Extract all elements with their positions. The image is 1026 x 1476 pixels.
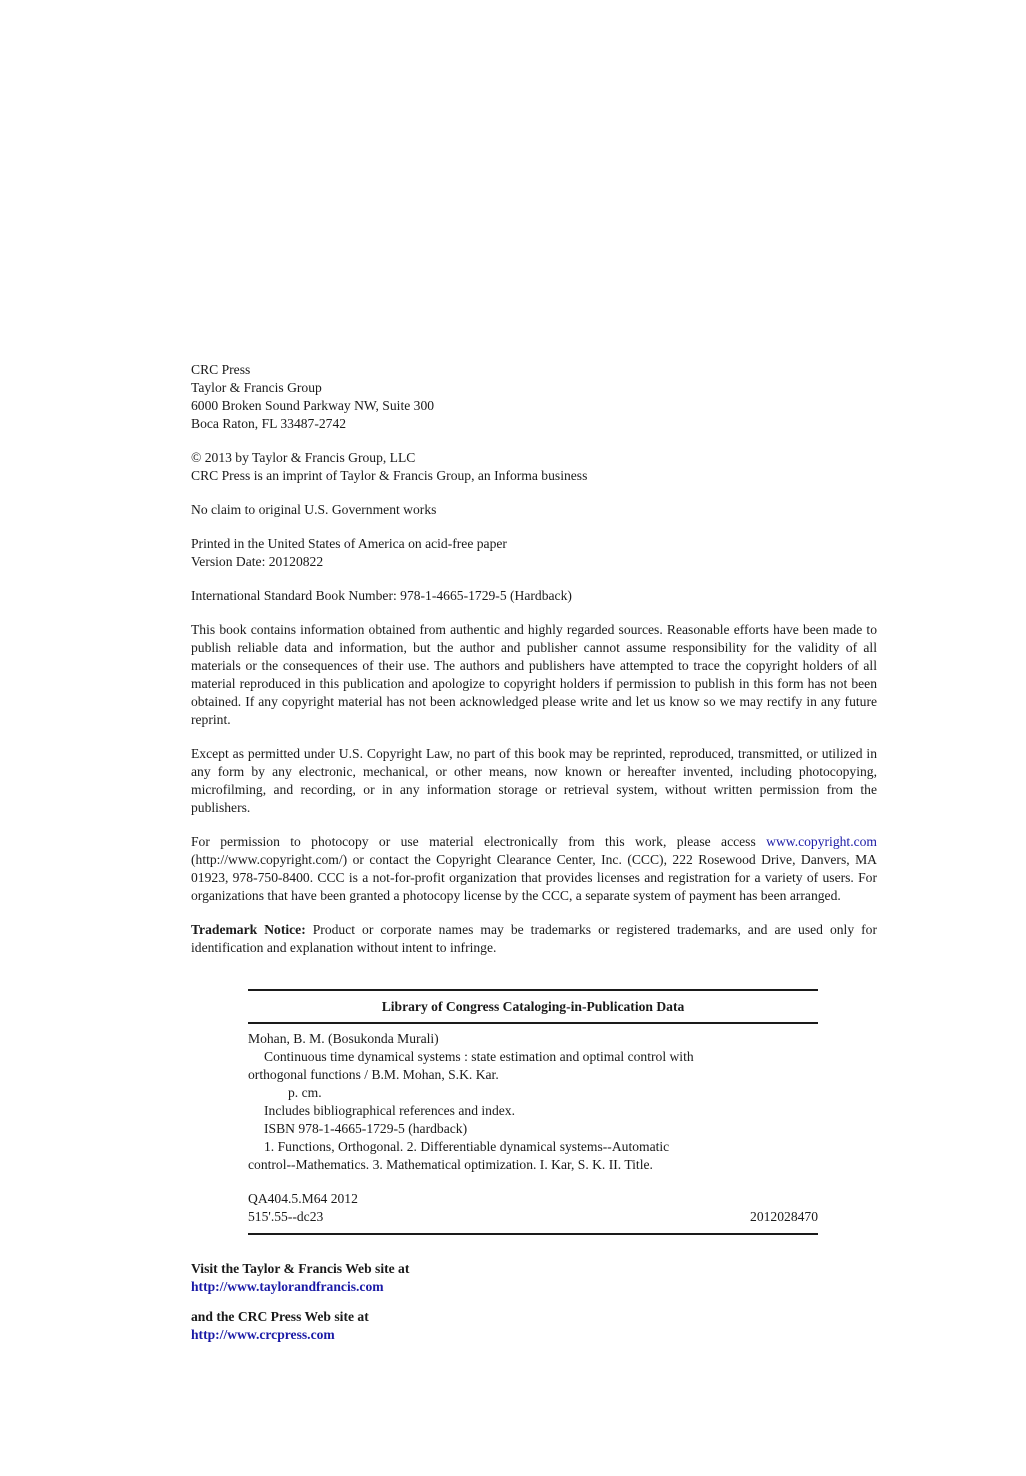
- web-sites: [191, 1260, 409, 1356]
- trademark-label: Trademark Notice:: [191, 922, 306, 937]
- cip-lccn: 2012028470: [750, 1208, 818, 1224]
- address-line: Taylor & Francis Group: [191, 380, 322, 395]
- cip-dewey: 515'.55--dc23: [248, 1208, 324, 1224]
- address-line: CRC Press: [191, 362, 251, 377]
- cip-subjects: control--Mathematics. 3. Mathematical optimization. I. Kar, S. K. II. Title.: [248, 1156, 653, 1172]
- isbn-line: International Standard Book Number: 978-1-4665-1729-5 (Hardback): [191, 588, 572, 603]
- copyright-page: [191, 361, 877, 973]
- address-line: 6000 Broken Sound Parkway NW, Suite 300: [191, 398, 435, 413]
- trademark-paragraph: [191, 921, 877, 957]
- copyright-notice: [191, 449, 877, 485]
- imprint-line: CRC Press is an imprint of Taylor & Francis Group, an Informa business: [191, 468, 588, 483]
- cip-includes: Includes bibliographical references and index.: [264, 1102, 515, 1118]
- cip-author: Mohan, B. M. (Bosukonda Murali): [248, 1030, 439, 1046]
- tf-website-label: Visit the Taylor & Francis Web site at: [191, 1261, 410, 1276]
- printing-info: [191, 535, 877, 571]
- crc-website: [191, 1308, 409, 1344]
- permission-text: (: [191, 852, 196, 867]
- crc-website-link[interactable]: http://www.crcpress.com: [191, 1327, 335, 1342]
- permission-paragraph: [191, 833, 877, 905]
- publisher-address: [191, 361, 877, 433]
- no-claim-line: No claim to original U.S. Government works: [191, 502, 437, 517]
- crc-website-label: and the CRC Press Web site at: [191, 1309, 369, 1324]
- printed-line: Printed in the United States of America on acid-free paper: [191, 536, 507, 551]
- version-date: Version Date: 20120822: [191, 554, 324, 569]
- address-line: Boca Raton, FL 33487-2742: [191, 416, 347, 431]
- no-claim: [191, 501, 877, 519]
- cip-classification-row: [248, 1208, 818, 1226]
- cip-pcm: p. cm.: [288, 1084, 322, 1100]
- divider: [248, 1233, 818, 1235]
- cip-subjects: 1. Functions, Orthogonal. 2. Differentiable dynamical systems--Automatic: [264, 1138, 670, 1154]
- copyright-law-paragraph: Except as permitted under U.S. Copyright Law, no part of this book may be reprinted, reproduced, transmitted, or utilized in any form by any electronic, mechanical, or other means, now known or hereafter invented, including photocopying, microfilming, and recording, or in any information storage or retrieval system, without written permission from the publishers.: [191, 746, 877, 815]
- sources-paragraph: This book contains information obtained from authentic and highly regarded sources. Reasonable efforts have been made to publish reliable data and information, but the author and publisher cannot assume responsibility for the validity of all materials or the consequences of their use. The authors and publishers have attempted to trace the copyright holders of all material reproduced in this publication and apologize to copyright holders if permission to publish in this form has not been obtained. If any copyright material has not been acknowledged please write and let us know so we may rectify in any future reprint.: [191, 622, 877, 727]
- tf-website: [191, 1260, 409, 1296]
- cip-title-line: orthogonal functions / B.M. Mohan, S.K. Kar.: [248, 1066, 499, 1082]
- copyright-url-link[interactable]: http://www.copyright.com/: [195, 852, 343, 867]
- cip-title: Library of Congress Cataloging-in-Publication Data: [381, 999, 685, 1014]
- copyright-com-link[interactable]: www.copyright.com: [766, 834, 877, 849]
- permission-text: ) or contact the Copyright Clearance Center, Inc. (CCC), 222 Rosewood Drive, Danvers, MA 01923, 978-750-8400. CCC is a not-for-profit organization that provides licenses and registration for a variety of users. For organizations that have been granted a photocopy license by the CCC, a separate system of payment has been arranged.: [191, 852, 877, 903]
- tf-website-link[interactable]: http://www.taylorandfrancis.com: [191, 1279, 384, 1294]
- trademark-text: Product or corporate names may be trademarks or registered trademarks, and are used only for identification and explanation without intent to infringe.: [191, 922, 877, 955]
- permission-text: For permission to photocopy or use material electronically from this work, please access: [191, 834, 767, 849]
- copyright-line: © 2013 by Taylor & Francis Group, LLC: [191, 450, 416, 465]
- cip-lc-class: QA404.5.M64 2012: [248, 1190, 358, 1206]
- cip-record: [248, 1024, 818, 1226]
- cip-isbn: ISBN 978-1-4665-1729-5 (hardback): [264, 1120, 468, 1136]
- spacer: [248, 1174, 818, 1190]
- cip-data-box: [248, 989, 818, 1235]
- isbn-info: [191, 587, 877, 605]
- cip-title-line: Continuous time dynamical systems : state estimation and optimal control with: [264, 1048, 694, 1064]
